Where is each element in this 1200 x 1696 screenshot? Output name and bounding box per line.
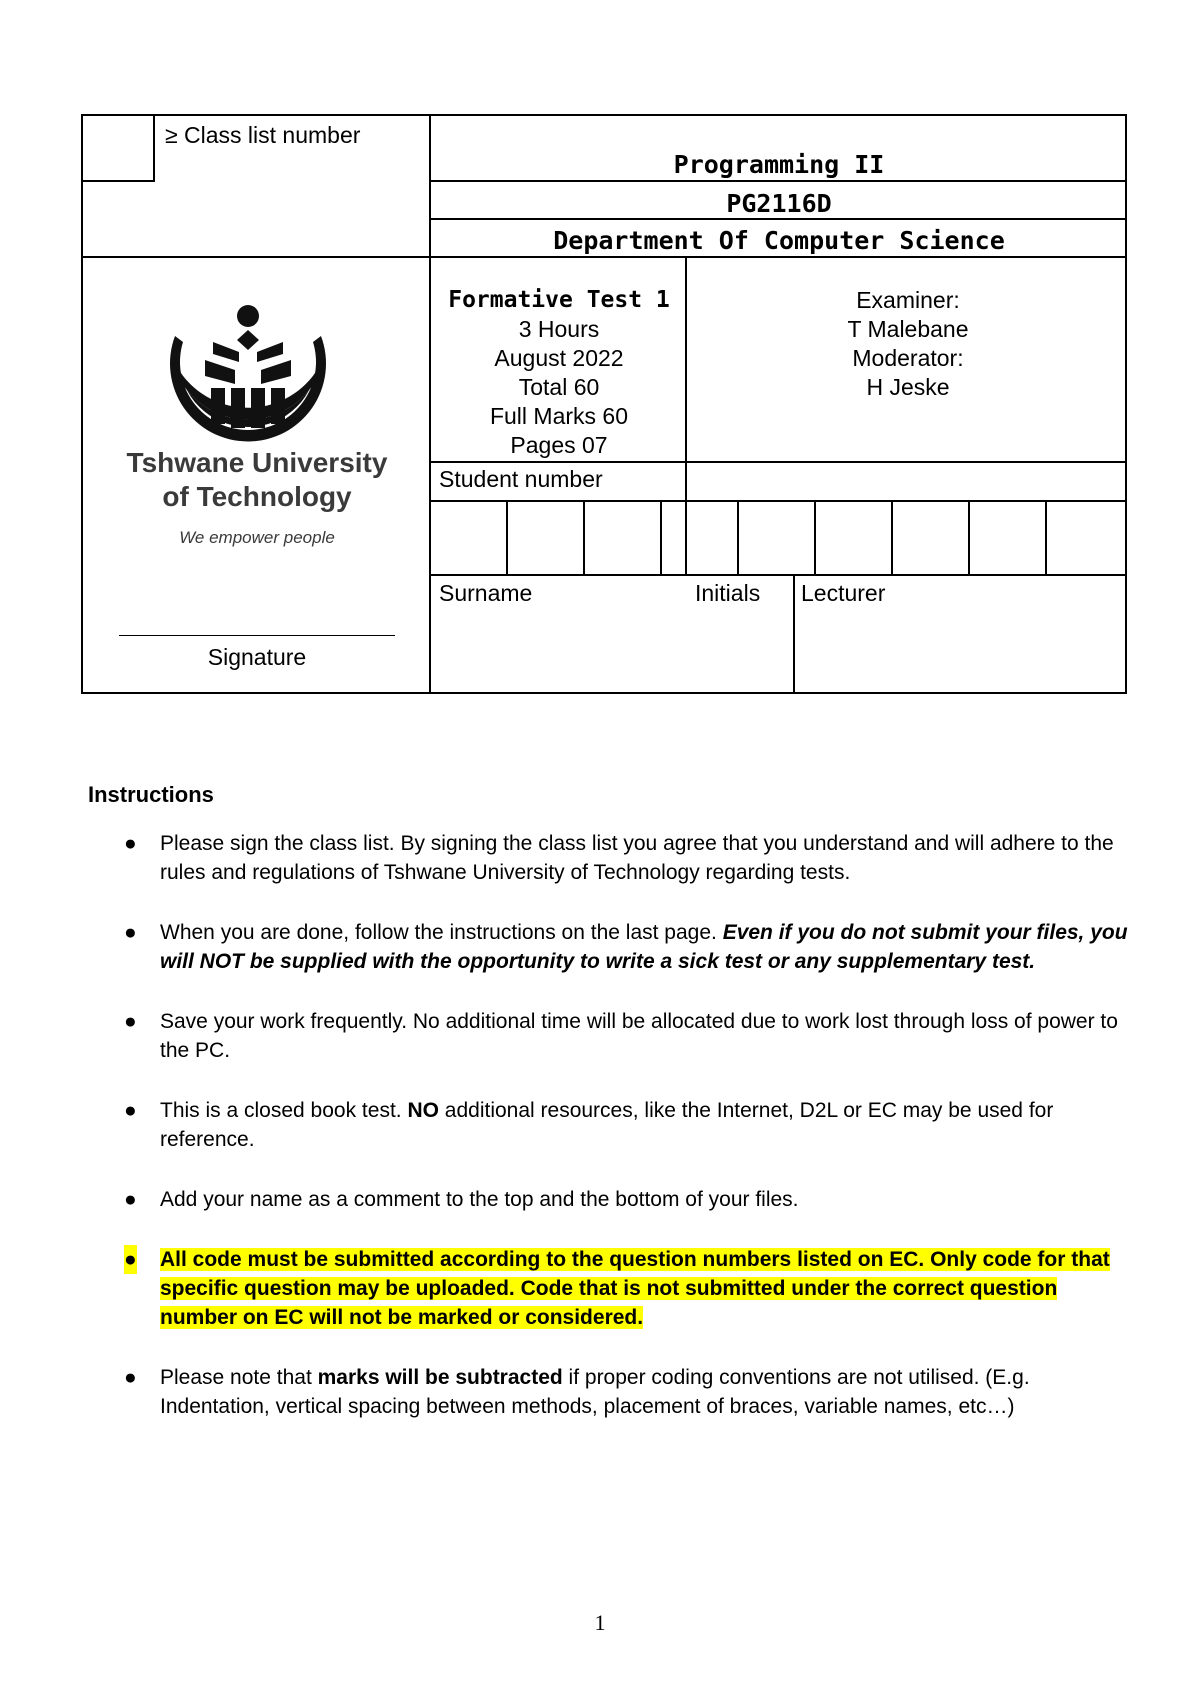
moderator-name: H Jeske: [866, 374, 950, 400]
examiner-label: Examiner:: [856, 287, 960, 313]
instructions-list: [88, 829, 1128, 1421]
divider: [431, 180, 1125, 182]
divider: [431, 500, 1125, 502]
class-list-number-box[interactable]: [83, 116, 155, 182]
list-item-highlighted: ● All code must be submitted according to the question numbers listed on EC. Only code for that specific question may be uploaded. Code that is not submitted under the correct question number on EC will not be marked or considered.: [88, 1245, 1128, 1332]
test-duration: 3 Hours: [518, 316, 600, 342]
instructions-heading: Instructions: [88, 782, 214, 807]
student-number-cell-divider: [737, 500, 739, 576]
student-number-cell-divider: [1045, 500, 1047, 576]
lecturer-label: Lecturer: [801, 580, 886, 606]
list-item: ● Save your work frequently. No additional time will be allocated due to work lost through loss of power to the PC.: [88, 1007, 1128, 1065]
list-item: ● Add your name as a comment to the top and the bottom of your files.: [88, 1185, 1128, 1214]
surname-label: Surname: [439, 580, 533, 606]
list-item: ● This is a closed book test. NO additional resources, like the Internet, D2L or EC may be used for reference.: [88, 1096, 1128, 1154]
bullet-icon: ●: [124, 832, 137, 855]
university-name-line1: Tshwane University: [126, 447, 388, 478]
bullet-icon: ●: [124, 1245, 137, 1274]
bullet-icon: ●: [124, 1099, 137, 1122]
test-name: Formative Test 1: [448, 287, 670, 313]
class-list-label: ≥ Class list number: [165, 122, 361, 148]
course-title: Programming II: [673, 150, 885, 179]
student-number-label: Student number: [439, 466, 603, 492]
instructions-section: [88, 780, 1128, 1452]
student-number-cell-divider: [814, 500, 816, 576]
list-item: ● Please note that marks will be subtracted if proper coding conventions are not utilised. (E.g. Indentation, vertical spacing between methods, placement of braces, variable names, etc…): [88, 1363, 1128, 1421]
test-info: [431, 286, 687, 460]
examiner-name: T Malebane: [847, 316, 969, 342]
signature-line[interactable]: [119, 635, 395, 636]
test-date: August 2022: [494, 345, 624, 371]
initials-label: Initials: [695, 580, 761, 606]
divider: [431, 218, 1125, 220]
divider: [793, 574, 795, 692]
university-logo-icon: [113, 286, 383, 566]
bullet-icon: ●: [124, 921, 137, 944]
student-number-cell-divider: [506, 500, 508, 576]
student-number-cell-divider: [968, 500, 970, 576]
examiner-info: [687, 286, 1129, 402]
divider: [431, 574, 1125, 576]
test-total: Total 60: [518, 374, 600, 400]
page-number: 1: [594, 1610, 606, 1635]
list-item: ● When you are done, follow the instructions on the last page. Even if you do not submit your files, you will NOT be supplied with the opportunity to write a sick test or any supplementary test.: [88, 918, 1128, 976]
moderator-label: Moderator:: [852, 345, 964, 371]
bullet-icon: ●: [124, 1366, 137, 1389]
student-number-cell-divider: [660, 500, 662, 576]
student-number-cell-divider: [891, 500, 893, 576]
test-full-marks: Full Marks 60: [489, 403, 629, 429]
cover-table: [81, 114, 1127, 694]
university-tagline: We empower people: [179, 528, 335, 547]
divider: [431, 461, 1125, 463]
course-code: PG2116D: [726, 189, 832, 218]
university-name-line2: of Technology: [162, 481, 352, 512]
list-item: ● Please sign the class list. By signing the class list you agree that you understand and will adhere to the rules and regulations of Tshwane University of Technology regarding tests.: [88, 829, 1128, 887]
bullet-icon: ●: [124, 1010, 137, 1033]
divider: [83, 256, 1125, 258]
student-number-cell-divider: [583, 500, 585, 576]
signature-label: Signature: [207, 644, 307, 670]
bullet-icon: ●: [124, 1188, 137, 1211]
test-pages: Pages 07: [510, 432, 608, 458]
department: Department Of Computer Science: [553, 226, 1005, 255]
